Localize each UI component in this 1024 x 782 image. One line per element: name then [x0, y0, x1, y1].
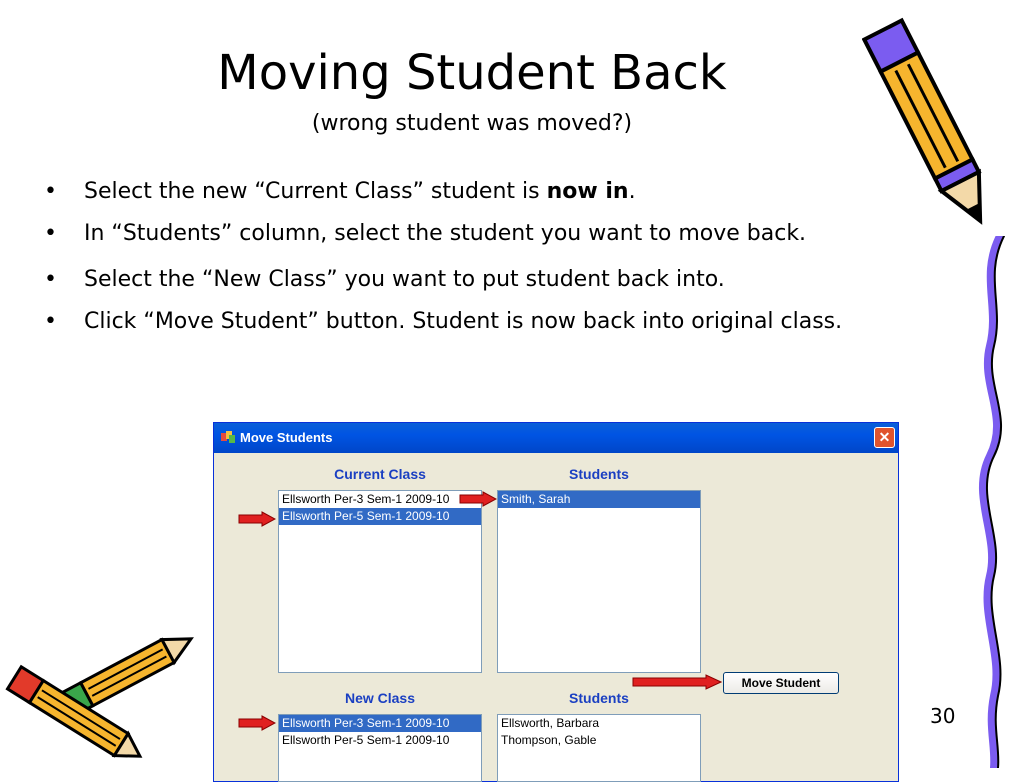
pencil-clipart-icon [862, 4, 1002, 244]
bullet-text: Select the “New Class” you want to put student back into. [84, 267, 725, 292]
bullet-dot: • [44, 309, 57, 334]
bullet-bold-text: now in [546, 179, 629, 204]
new-students-header: Students [569, 690, 629, 706]
new-students-list[interactable] [497, 714, 701, 782]
bullet-text: Select the new “Current Class” student is [84, 179, 547, 204]
slide-subtitle: (wrong student was moved?) [311, 111, 633, 136]
arrow-pointer-icon [238, 511, 276, 527]
new-class-item[interactable]: Ellsworth Per-5 Sem-1 2009-10 [282, 733, 450, 747]
close-icon: ✕ [878, 429, 891, 445]
current-class-list[interactable] [278, 490, 482, 673]
new-class-header: New Class [344, 690, 416, 706]
arrow-pointer-icon [238, 715, 276, 731]
move-students-dialog [213, 422, 899, 782]
current-student-item-selected[interactable]: Smith, Sarah [498, 491, 700, 508]
current-students-header: Students [569, 466, 629, 482]
dialog-title: Move Students [240, 430, 333, 445]
new-student-item[interactable]: Ellsworth, Barbara [501, 716, 600, 730]
new-class-item-selected[interactable]: Ellsworth Per-3 Sem-1 2009-10 [279, 715, 481, 732]
bullet-item [40, 218, 880, 250]
bullet-dot: • [44, 179, 57, 204]
current-class-header: Current Class [334, 466, 426, 482]
arrow-pointer-icon [459, 491, 497, 507]
bullet-item [40, 306, 880, 338]
bullet-item [40, 264, 880, 296]
new-class-list[interactable] [278, 714, 482, 782]
current-class-item[interactable]: Ellsworth Per-3 Sem-1 2009-10 [282, 492, 450, 506]
bullet-dot: • [44, 221, 57, 246]
pencil-clipart-icon [0, 620, 210, 768]
move-student-button[interactable]: Move Student [723, 672, 839, 694]
bullet-text-end: . [628, 179, 636, 204]
current-students-list[interactable] [497, 490, 701, 673]
app-icon [220, 430, 236, 444]
slide-title: Moving Student Back [217, 45, 727, 101]
bullet-item [40, 176, 880, 208]
squiggle-decoration-icon [960, 236, 1024, 768]
current-class-item-selected[interactable]: Ellsworth Per-5 Sem-1 2009-10 [279, 508, 481, 525]
page-number: 30 [930, 704, 956, 728]
bullet-dot: • [44, 267, 57, 292]
bullet-text: Click “Move Student” button. Student is now back into original class. [84, 309, 843, 334]
close-button[interactable] [874, 427, 895, 448]
dialog-titlebar[interactable] [214, 423, 898, 453]
new-student-item[interactable]: Thompson, Gable [501, 733, 597, 747]
bullet-list [40, 176, 880, 348]
bullet-text: In “Students” column, select the student you want to move back. [84, 221, 807, 246]
arrow-pointer-icon [632, 674, 722, 690]
